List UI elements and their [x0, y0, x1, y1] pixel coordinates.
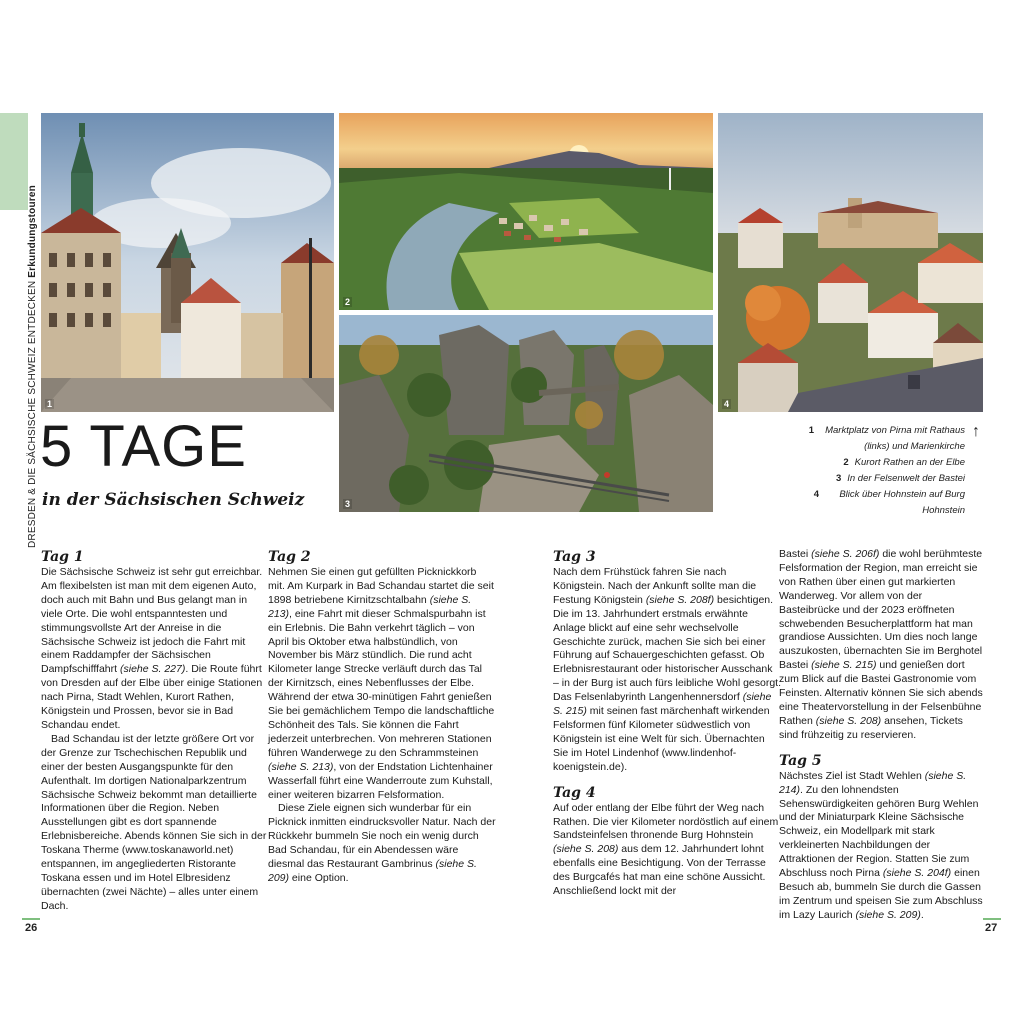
photo-number: 2: [345, 297, 351, 307]
photo-number: 1: [47, 399, 53, 409]
caption-number: 1: [808, 425, 814, 436]
day-heading: Tag 3: [553, 549, 596, 565]
day-heading: Tag 1: [41, 549, 84, 565]
paragraph: Nach dem Frühstück fahren Sie nach Königstein. Nach der Ankunft sollte man die Festung Königstein (siehe S. 208f) besichtigen. Die im 13. Jahrhundert erstmals erwähnte Anlage blickt auf eine sehr wechselvolle Geschichte zurück, machen Sie sich bei einer Führung auf Schauergeschichten gefasst. Ob Erlebnisrestaurant oder historischer Ausschank – in der Burg ist auch fürs leibliche Wohl gesorgt. Das Felsenlabyrinth Langenhennersdorf (siehe S. 215) mit seinen fast märchenhaft wirkenden Felsformen fünf Kilometer südwestlich von Königstein ist eine Welt für sich. Übernachten Sie im Hotel Lindenhof (www.lindenhof-koenigstein.de).: [553, 566, 782, 773]
folio-rule-right: [983, 918, 1001, 920]
photo-pirna-marketplace: [41, 113, 334, 412]
section-tab: [0, 113, 28, 210]
photo-hohnstein: [718, 113, 983, 412]
paragraph: Bad Schandau ist der letzte größere Ort vor der Grenze zur Tschechischen Republik und einer der besten Ausgangspunkte für den Aufenthalt. Im dortigen Nationalparkzentrum Sächsische Schweiz bekommt man detaillierte Informationen über die Region. Neben Ausstellungen gibt es dort spannende Erlebnisbereiche. Abends können Sie sich in der Toskana Therme (www.toskanaworld.net) entspannen, im angegliederten Ristorante Toskana essen und im Hotel Elbresidenz übernachten (zwei Nächte) – alles unter einem Dach.: [41, 732, 267, 912]
text-column-4: [779, 548, 985, 923]
page-title: 5 TAGE: [40, 414, 247, 479]
caption-text: Blick über Hohnstein auf Burg Hohnstein: [839, 489, 965, 516]
folio-rule-left: [22, 918, 40, 920]
paragraph: Auf oder entlang der Elbe führt der Weg nach Rathen. Die vier Kilometer nordöstlich auf einem Sandsteinfelsen thronende Burg Hohnstein (siehe S. 208) aus dem 12. Jahrhundert lohnt ebenfalls eine Besichtigung. Von der Terrasse des Burgcafés hat man eine schöne Aussicht. Anschließend lockt mit der: [553, 801, 779, 898]
paragraph: Die Sächsische Schweiz ist sehr gut erreichbar. Am flexibelsten ist man mit dem eigenen Auto, doch auch mit Bahn und Bus gelangt man in viele Orte. Die wohl entspanntesten und stimmungsvollste Art der Anreise in die Sächsische Schweiz ist jedoch die Fahrt mit einem Raddampfer der Sächsischen Dampfschifffahrt (siehe S. 227). Die Route führt von Dresden auf der Elbe über einige Stationen nach Pirna, Stadt Wehlen, Kurort Rathen, Königstein und Prossen, bevor sie in Bad Schandau endet.: [41, 566, 263, 731]
caption-text: Kurort Rathen an der Elbe: [854, 457, 965, 468]
paragraph: Bastei (siehe S. 206f) die wohl berühmteste Felsformation der Region, man erreicht sie von Rathen über einen gut markierten Wanderweg. Vor allem von der Basteibrücke und der 2023 eröffneten schwebenden Besucherplattform hat man grandiose Aussichten. Um dies noch lange auszukosten, übernachten Sie im Berghotel Bastei (siehe S. 215) und genießen dort zum Blick auf die Bastei Gastronomie vom Feinsten. Alternativ können Sie sich abends eine Theatervorstellung in der Felsenbühne Rathen (siehe S. 208) ansehen, Tickets sind frühzeitig zu reservieren.: [779, 548, 983, 741]
photo-bastei-rocks: [339, 315, 713, 512]
caption-item: [790, 455, 965, 471]
text-column-2: [268, 549, 496, 886]
paragraph: Diese Ziele eignen sich wunderbar für ein Picknick inmitten eindrucksvoller Natur. Nach der Rückkehr bummeln Sie noch ein wenig durch Bad Schandau, für ein Abendessen wäre diesmal das Restaurant Gambrinus (siehe S. 209) eine Option.: [268, 802, 496, 884]
photo-number: 4: [724, 399, 730, 409]
caption-number: 3: [835, 473, 842, 484]
caption-text: In der Felsenwelt der Bastei: [847, 473, 965, 484]
photo-captions: [790, 423, 965, 519]
photo-kurort-rathen: [339, 113, 713, 310]
day-heading: Tag 4: [553, 784, 596, 801]
text-column-1: [41, 549, 269, 914]
paragraph: Nächstes Ziel ist Stadt Wehlen (siehe S. 214). Zu den lohnendsten Sehenswürdigkeiten gehören Burg Wehlen und der Miniaturpark Kleine Sächsische Schweiz, ein Modellpark mit stark verkleinerten Nachbildungen der Attraktionen der Region. Statten Sie zum Abschluss noch Pirna (siehe S. 204f) einen Besuch ab, bummeln Sie durch die Gassen im Zentrum und speisen Sie zum Abschluss im Lazy Laurich (siehe S. 209).: [779, 769, 983, 921]
paragraph: Nehmen Sie einen gut gefüllten Picknickkorb mit. Am Kurpark in Bad Schandau startet die seit 1898 betriebene Kirnitzschtalbahn (siehe S. 213), eine Fahrt mit dieser Schmalspurbahn ist ein Erlebnis. Die Bahn verkehrt täglich – von April bis Oktober etwa halbstündlich, von November bis März stündlich. Die rund acht Kilometer lange Strecke verläuft durch das Tal der Kirnitzsch, eines Nebenflusses der Elbe. Während der etwa 30-minütigen Fahrt genießen Sie bei gemächlichem Tempo die landschaftliche Schönheit des Tals. Sie können die Fahrt jederzeit unterbrechen. Von mehreren Stationen führen Wanderwege zu den Schrammsteinen (siehe S. 213), von der Endstation Lichtenhainer Wasserfall führt eine Wanderroute zum Kuhstall, einer weiteren bizarren Felsformation.: [268, 566, 495, 801]
page-subtitle: in der Sächsischen Schweiz: [42, 490, 305, 510]
caption-number: 4: [813, 489, 819, 500]
caption-item: [790, 487, 965, 519]
running-head-main: DRESDEN & DIE SÄCHSISCHE SCHWEIZ ENTDECKEN: [27, 280, 38, 548]
caption-item: [790, 423, 965, 455]
running-head-sub: Erkundungstouren: [27, 185, 38, 278]
arrow-up-icon: ↑: [972, 423, 980, 440]
photo-number: 3: [345, 499, 351, 509]
running-head: [27, 185, 38, 548]
caption-text: Marktplatz von Pirna mit Rathaus (links) und Marienkirche: [825, 425, 965, 452]
day-heading: Tag 5: [779, 752, 822, 769]
day-heading: Tag 2: [268, 549, 311, 565]
caption-item: [790, 471, 965, 487]
page-number-left: 26: [25, 922, 38, 934]
text-column-3: [553, 549, 781, 899]
caption-number: 2: [843, 457, 849, 468]
page-number-right: 27: [985, 922, 998, 934]
